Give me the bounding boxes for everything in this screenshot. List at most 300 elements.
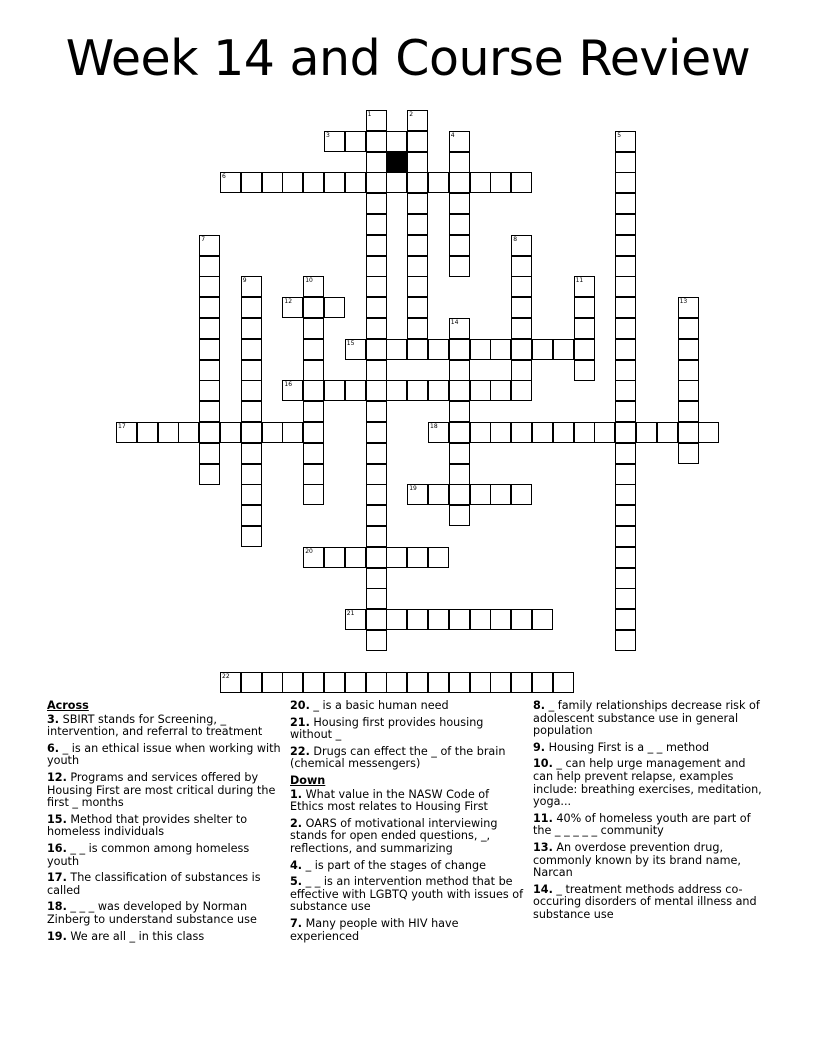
clue-number: 15. (47, 812, 67, 826)
grid-cell[interactable] (366, 193, 387, 214)
grid-cell[interactable] (574, 339, 595, 360)
clue-number: 11. (533, 811, 553, 825)
grid-cell[interactable] (137, 422, 158, 443)
grid-cell[interactable] (241, 380, 262, 401)
clue-item (47, 843, 283, 868)
clue-text: _ is an ethical issue when working with youth (47, 741, 281, 768)
clue-number: 14. (533, 882, 553, 896)
grid-cell[interactable] (241, 464, 262, 485)
grid-cell[interactable] (324, 131, 345, 152)
clue-text: SBIRT stands for Screening, _ intervention, and referral to treatment (47, 712, 263, 739)
clue-item (533, 842, 769, 880)
grid-cell[interactable] (511, 380, 532, 401)
clue-number: 17. (47, 871, 67, 885)
grid-cell[interactable] (386, 172, 407, 193)
grid-cell[interactable] (241, 172, 262, 193)
grid-cell[interactable] (553, 672, 574, 693)
grid-cell[interactable] (678, 443, 699, 464)
grid-cell[interactable] (470, 422, 491, 443)
grid-cell[interactable] (366, 401, 387, 422)
cell-number: 2 (409, 111, 414, 118)
grid-cell[interactable] (449, 131, 470, 152)
grid-cell[interactable] (615, 318, 636, 339)
grid-cell[interactable] (511, 672, 532, 693)
grid-cell[interactable] (470, 672, 491, 693)
clue-number: 10. (533, 757, 553, 771)
grid-cell[interactable] (615, 609, 636, 630)
grid-cell[interactable] (678, 360, 699, 381)
grid-cell[interactable] (553, 339, 574, 360)
clue-item (533, 758, 769, 808)
cell-number: 16 (284, 381, 293, 389)
grid-cell[interactable] (241, 318, 262, 339)
clue-text: Housing First is a _ _ method (545, 740, 710, 754)
grid-cell[interactable] (386, 672, 407, 693)
clue-item (47, 743, 283, 768)
grid-cell[interactable] (178, 422, 199, 443)
grid-cell[interactable] (199, 339, 220, 360)
grid-cell[interactable] (366, 172, 387, 193)
grid-cell[interactable] (698, 422, 719, 443)
clue-number: 4. (290, 858, 303, 872)
grid-cell[interactable] (282, 297, 303, 318)
grid-cell[interactable] (366, 339, 387, 360)
grid-cell[interactable] (241, 505, 262, 526)
clue-text: _ is a basic human need (309, 699, 449, 712)
cell-number: 20 (305, 547, 313, 555)
grid-cell[interactable] (345, 380, 366, 401)
cell-number: 18 (430, 423, 438, 430)
grid-cell[interactable] (615, 380, 636, 401)
grid-cell[interactable] (449, 380, 470, 401)
grid-cell[interactable] (449, 339, 470, 360)
clue-item (290, 876, 526, 914)
grid-cell[interactable] (324, 672, 345, 693)
grid-cell[interactable] (511, 172, 532, 193)
grid-cell[interactable] (511, 297, 532, 318)
grid-cell[interactable] (615, 152, 636, 173)
grid-cell[interactable] (199, 318, 220, 339)
grid-cell[interactable] (407, 672, 428, 693)
cell-number: 5 (617, 131, 622, 139)
cell-number: 21 (346, 610, 355, 618)
grid-cell[interactable] (366, 464, 387, 485)
clue-text: An overdose prevention drug, commonly known by its brand name, Narcan (533, 840, 741, 880)
grid-cell[interactable] (490, 609, 511, 630)
grid-cell[interactable] (303, 276, 324, 297)
grid-cell[interactable] (449, 672, 470, 693)
clue-text: _ _ is common among homeless youth (47, 841, 250, 868)
clue-item (290, 700, 526, 713)
grid-cell[interactable] (199, 235, 220, 256)
grid-cell[interactable] (678, 339, 699, 360)
grid-cell[interactable] (199, 276, 220, 297)
cell-number: 12 (284, 298, 293, 306)
grid-cell[interactable] (407, 193, 428, 214)
grid-cell[interactable] (324, 297, 345, 318)
grid-cell[interactable] (615, 214, 636, 235)
clue-item (47, 901, 283, 926)
grid-cell[interactable] (366, 443, 387, 464)
grid-cell[interactable] (366, 505, 387, 526)
grid-cell[interactable] (449, 505, 470, 526)
grid-cell[interactable] (615, 401, 636, 422)
grid-cell[interactable] (199, 443, 220, 464)
grid-cell[interactable] (511, 339, 532, 360)
grid-cell[interactable] (449, 360, 470, 381)
grid-cell[interactable] (303, 464, 324, 485)
grid-cell[interactable] (407, 297, 428, 318)
grid-cell[interactable] (428, 484, 449, 505)
grid-cell[interactable] (407, 131, 428, 152)
grid-cell[interactable] (303, 318, 324, 339)
grid-cell[interactable] (532, 609, 553, 630)
grid-cell[interactable] (470, 172, 491, 193)
grid-cell[interactable] (366, 484, 387, 505)
grid-cell[interactable] (241, 484, 262, 505)
grid-cell[interactable] (366, 276, 387, 297)
clue-text: What value in the NASW Code of Ethics most relates to Housing First (290, 787, 490, 814)
grid-cell[interactable] (615, 464, 636, 485)
grid-cell[interactable] (449, 609, 470, 630)
grid-cell[interactable] (615, 588, 636, 609)
clue-text: The classification of substances is called (47, 871, 261, 897)
grid-cell[interactable] (303, 672, 324, 693)
clue-number: 12. (47, 770, 67, 784)
grid-cell[interactable] (428, 339, 449, 360)
grid-cell[interactable] (220, 672, 241, 693)
grid-cell[interactable] (116, 422, 137, 443)
cell-number: 22 (222, 672, 230, 680)
grid-cell[interactable] (345, 547, 366, 568)
grid-cell[interactable] (532, 339, 553, 360)
grid-cell[interactable] (574, 276, 595, 297)
grid-cell[interactable] (158, 422, 179, 443)
grid-cell[interactable] (303, 422, 324, 443)
clue-text: Drugs can effect the _ of the brain (chemical messengers) (290, 744, 506, 771)
grid-cell[interactable] (511, 609, 532, 630)
grid-cell[interactable] (615, 422, 636, 443)
clue-heading-across: Across (47, 699, 89, 712)
grid-cell[interactable] (615, 484, 636, 505)
grid-cell[interactable] (511, 422, 532, 443)
grid-cell[interactable] (615, 360, 636, 381)
clue-item (290, 818, 526, 856)
cell-number: 4 (450, 131, 455, 139)
grid-cell[interactable] (407, 380, 428, 401)
grid-cell[interactable] (241, 443, 262, 464)
clue-number: 7. (290, 916, 303, 930)
grid-cell[interactable] (678, 401, 699, 422)
grid-cell[interactable] (241, 276, 262, 297)
grid-cell[interactable] (345, 172, 366, 193)
clue-number: 20. (290, 699, 310, 712)
grid-cell[interactable] (449, 464, 470, 485)
grid-cell[interactable] (366, 630, 387, 651)
clue-number: 18. (47, 900, 67, 914)
grid-cell[interactable] (490, 672, 511, 693)
grid-cell[interactable] (366, 360, 387, 381)
grid-cell[interactable] (199, 297, 220, 318)
clue-number: 8. (533, 699, 546, 712)
grid-cell[interactable] (574, 318, 595, 339)
grid-cell[interactable] (407, 609, 428, 630)
grid-cell[interactable] (241, 526, 262, 547)
grid-cell[interactable] (241, 672, 262, 693)
grid-cell[interactable] (386, 339, 407, 360)
grid-cell[interactable] (303, 443, 324, 464)
grid-cell[interactable] (366, 526, 387, 547)
grid-cell[interactable] (574, 360, 595, 381)
grid-cell[interactable] (262, 672, 283, 693)
grid-cell[interactable] (386, 131, 407, 152)
grid-cell[interactable] (449, 193, 470, 214)
grid-cell[interactable] (282, 172, 303, 193)
grid-cell[interactable] (366, 547, 387, 568)
grid-cell[interactable] (428, 547, 449, 568)
grid-cell[interactable] (470, 484, 491, 505)
grid-cell[interactable] (636, 422, 657, 443)
grid-cell[interactable] (386, 380, 407, 401)
grid-cell[interactable] (449, 401, 470, 422)
grid-cell[interactable] (324, 380, 345, 401)
grid-cell[interactable] (282, 422, 303, 443)
grid-cell[interactable] (449, 318, 470, 339)
grid-cell[interactable] (532, 422, 553, 443)
grid-cell[interactable] (303, 401, 324, 422)
grid-cell[interactable] (449, 235, 470, 256)
grid-cell[interactable] (199, 464, 220, 485)
grid-cell[interactable] (449, 214, 470, 235)
clue-number: 6. (47, 741, 60, 755)
grid-cell[interactable] (407, 339, 428, 360)
grid-cell[interactable] (553, 422, 574, 443)
cell-number: 3 (326, 131, 330, 139)
grid-cell[interactable] (490, 422, 511, 443)
grid-cell[interactable] (511, 318, 532, 339)
clue-number: 5. (290, 875, 303, 889)
page-title: Week 14 and Course Review (65, 30, 751, 87)
grid-cell[interactable] (594, 422, 615, 443)
clue-item (533, 884, 769, 922)
grid-cell[interactable] (615, 568, 636, 589)
grid-cell[interactable] (324, 172, 345, 193)
grid-cell[interactable] (470, 380, 491, 401)
grid-cell[interactable] (678, 380, 699, 401)
clue-text: _ can help urge management and can help prevent relapse, examples include: breathing exercises, meditation, yoga... (533, 757, 762, 809)
clue-item (47, 714, 283, 739)
grid-cell[interactable] (282, 672, 303, 693)
grid-cell[interactable] (199, 422, 220, 443)
cell-number: 6 (222, 173, 226, 181)
grid-cell[interactable] (262, 172, 283, 193)
grid-cell[interactable] (241, 401, 262, 422)
grid-cell[interactable] (345, 131, 366, 152)
grid-cell[interactable] (470, 339, 491, 360)
grid-cell[interactable] (407, 318, 428, 339)
clue-number: 21. (290, 715, 310, 729)
clue-text: _ is part of the stages of change (302, 858, 486, 872)
grid-cell[interactable] (428, 609, 449, 630)
grid-cell[interactable] (490, 172, 511, 193)
grid-cell[interactable] (490, 484, 511, 505)
cell-number: 9 (242, 277, 247, 285)
grid-cell[interactable] (449, 484, 470, 505)
clue-text: _ _ _ was developed by Norman Zinberg to understand substance use (47, 900, 257, 926)
grid-cell[interactable] (282, 380, 303, 401)
grid-cell[interactable] (199, 401, 220, 422)
grid-cell[interactable] (303, 380, 324, 401)
clue-number: 13. (533, 840, 553, 854)
grid-cell[interactable] (678, 422, 699, 443)
grid-cell[interactable] (678, 297, 699, 318)
clue-item (290, 746, 526, 771)
grid-cell[interactable] (428, 422, 449, 443)
grid-cell[interactable] (199, 380, 220, 401)
grid-cell[interactable] (574, 297, 595, 318)
clue-text: _ treatment methods address co-occuring disorders of mental illness and substance use (533, 882, 757, 921)
grid-cell[interactable] (407, 547, 428, 568)
grid-cell[interactable] (303, 484, 324, 505)
grid-cell[interactable] (615, 131, 636, 152)
grid-cell[interactable] (407, 276, 428, 297)
grid-cell[interactable] (199, 256, 220, 277)
grid-cell[interactable] (386, 547, 407, 568)
grid-cell[interactable] (199, 360, 220, 381)
cell-number: 14 (450, 319, 459, 326)
grid-cell[interactable] (220, 422, 241, 443)
grid-cell[interactable] (449, 422, 470, 443)
grid-cell[interactable] (303, 339, 324, 360)
clue-item (533, 742, 769, 755)
grid-cell[interactable] (470, 609, 491, 630)
grid-cell[interactable] (615, 339, 636, 360)
grid-cell[interactable] (366, 214, 387, 235)
grid-cell[interactable] (449, 152, 470, 173)
grid-cell[interactable] (428, 172, 449, 193)
grid-cell[interactable] (241, 422, 262, 443)
grid-cell[interactable] (386, 609, 407, 630)
grid-cell[interactable] (511, 256, 532, 277)
grid-cell[interactable] (366, 318, 387, 339)
cell-number: 11 (575, 277, 584, 285)
clue-item (290, 789, 526, 814)
cell-number: 15 (346, 339, 355, 347)
grid-cell[interactable] (241, 360, 262, 381)
clue-item (533, 700, 769, 738)
grid-cell[interactable] (615, 505, 636, 526)
clue-column-3 (533, 700, 769, 926)
clue-text: Method that provides shelter to homeless individuals (47, 812, 248, 839)
grid-cell[interactable] (366, 380, 387, 401)
clue-number: 3. (47, 712, 60, 726)
grid-cell[interactable] (615, 443, 636, 464)
grid-cell[interactable] (615, 172, 636, 193)
grid-cell[interactable] (511, 484, 532, 505)
grid-cell[interactable] (407, 256, 428, 277)
grid-cell[interactable] (345, 339, 366, 360)
grid-cell[interactable] (366, 131, 387, 152)
grid-cell[interactable] (428, 380, 449, 401)
grid-cell[interactable] (407, 214, 428, 235)
grid-cell[interactable] (407, 235, 428, 256)
clue-text: We are all _ in this class (66, 929, 205, 943)
cell-number: 17 (118, 423, 126, 430)
grid-cell[interactable] (324, 547, 345, 568)
grid-cell[interactable] (366, 609, 387, 630)
grid-cell[interactable] (511, 360, 532, 381)
clue-item (47, 772, 283, 810)
grid-cell[interactable] (407, 110, 428, 131)
grid-cell[interactable] (511, 276, 532, 297)
grid-cell[interactable] (407, 172, 428, 193)
grid-cell[interactable] (366, 152, 387, 173)
grid-cell[interactable] (490, 339, 511, 360)
clue-text: Housing first provides housing without _ (290, 715, 484, 742)
grid-cell[interactable] (366, 568, 387, 589)
clue-text: OARS of motivational interviewing stands for open ended questions, _, reflections, and summarizing (290, 816, 498, 855)
grid-cell[interactable] (220, 172, 241, 193)
grid-cell[interactable] (615, 547, 636, 568)
clue-number: 2. (290, 816, 303, 830)
grid-cell[interactable] (615, 235, 636, 256)
grid-cell[interactable] (366, 110, 387, 131)
grid-cell[interactable] (615, 193, 636, 214)
grid-cell[interactable] (615, 526, 636, 547)
grid-cell[interactable] (241, 339, 262, 360)
grid-cell[interactable] (241, 297, 262, 318)
clue-column-2 (290, 700, 526, 947)
grid-cell[interactable] (428, 672, 449, 693)
grid-cell[interactable] (407, 152, 428, 173)
clue-item (290, 717, 526, 742)
grid-cell[interactable] (449, 443, 470, 464)
grid-cell[interactable] (262, 422, 283, 443)
grid-cell[interactable] (366, 297, 387, 318)
grid-cell[interactable] (511, 235, 532, 256)
grid-cell[interactable] (574, 422, 595, 443)
grid-cell[interactable] (345, 672, 366, 693)
clue-text: _ _ is an intervention method that be effective with LGBTQ youth with issues of substance use (290, 875, 524, 914)
grid-cell[interactable] (407, 484, 428, 505)
grid-cell[interactable] (303, 360, 324, 381)
grid-cell[interactable] (303, 297, 324, 318)
grid-cell[interactable] (615, 256, 636, 277)
clue-item (47, 814, 283, 839)
cell-number: 10 (305, 277, 313, 285)
grid-cell[interactable] (449, 172, 470, 193)
grid-cell[interactable] (449, 256, 470, 277)
grid-cell[interactable] (366, 588, 387, 609)
grid-cell[interactable] (366, 235, 387, 256)
grid-cell[interactable] (303, 547, 324, 568)
grid-cell[interactable] (366, 672, 387, 693)
grid-cell[interactable] (615, 297, 636, 318)
grid-cell[interactable] (366, 256, 387, 277)
grid-cell[interactable] (303, 172, 324, 193)
grid-cell[interactable] (345, 609, 366, 630)
grid-cell[interactable] (490, 380, 511, 401)
grid-cell[interactable] (657, 422, 678, 443)
grid-cell[interactable] (615, 630, 636, 651)
clue-heading-down: Down (290, 773, 326, 787)
grid-cell[interactable] (615, 276, 636, 297)
grid-cell[interactable] (532, 672, 553, 693)
grid-cell[interactable] (366, 422, 387, 443)
grid-cell[interactable] (678, 318, 699, 339)
cell-number: 13 (679, 298, 688, 306)
clue-column-1 (47, 700, 283, 947)
